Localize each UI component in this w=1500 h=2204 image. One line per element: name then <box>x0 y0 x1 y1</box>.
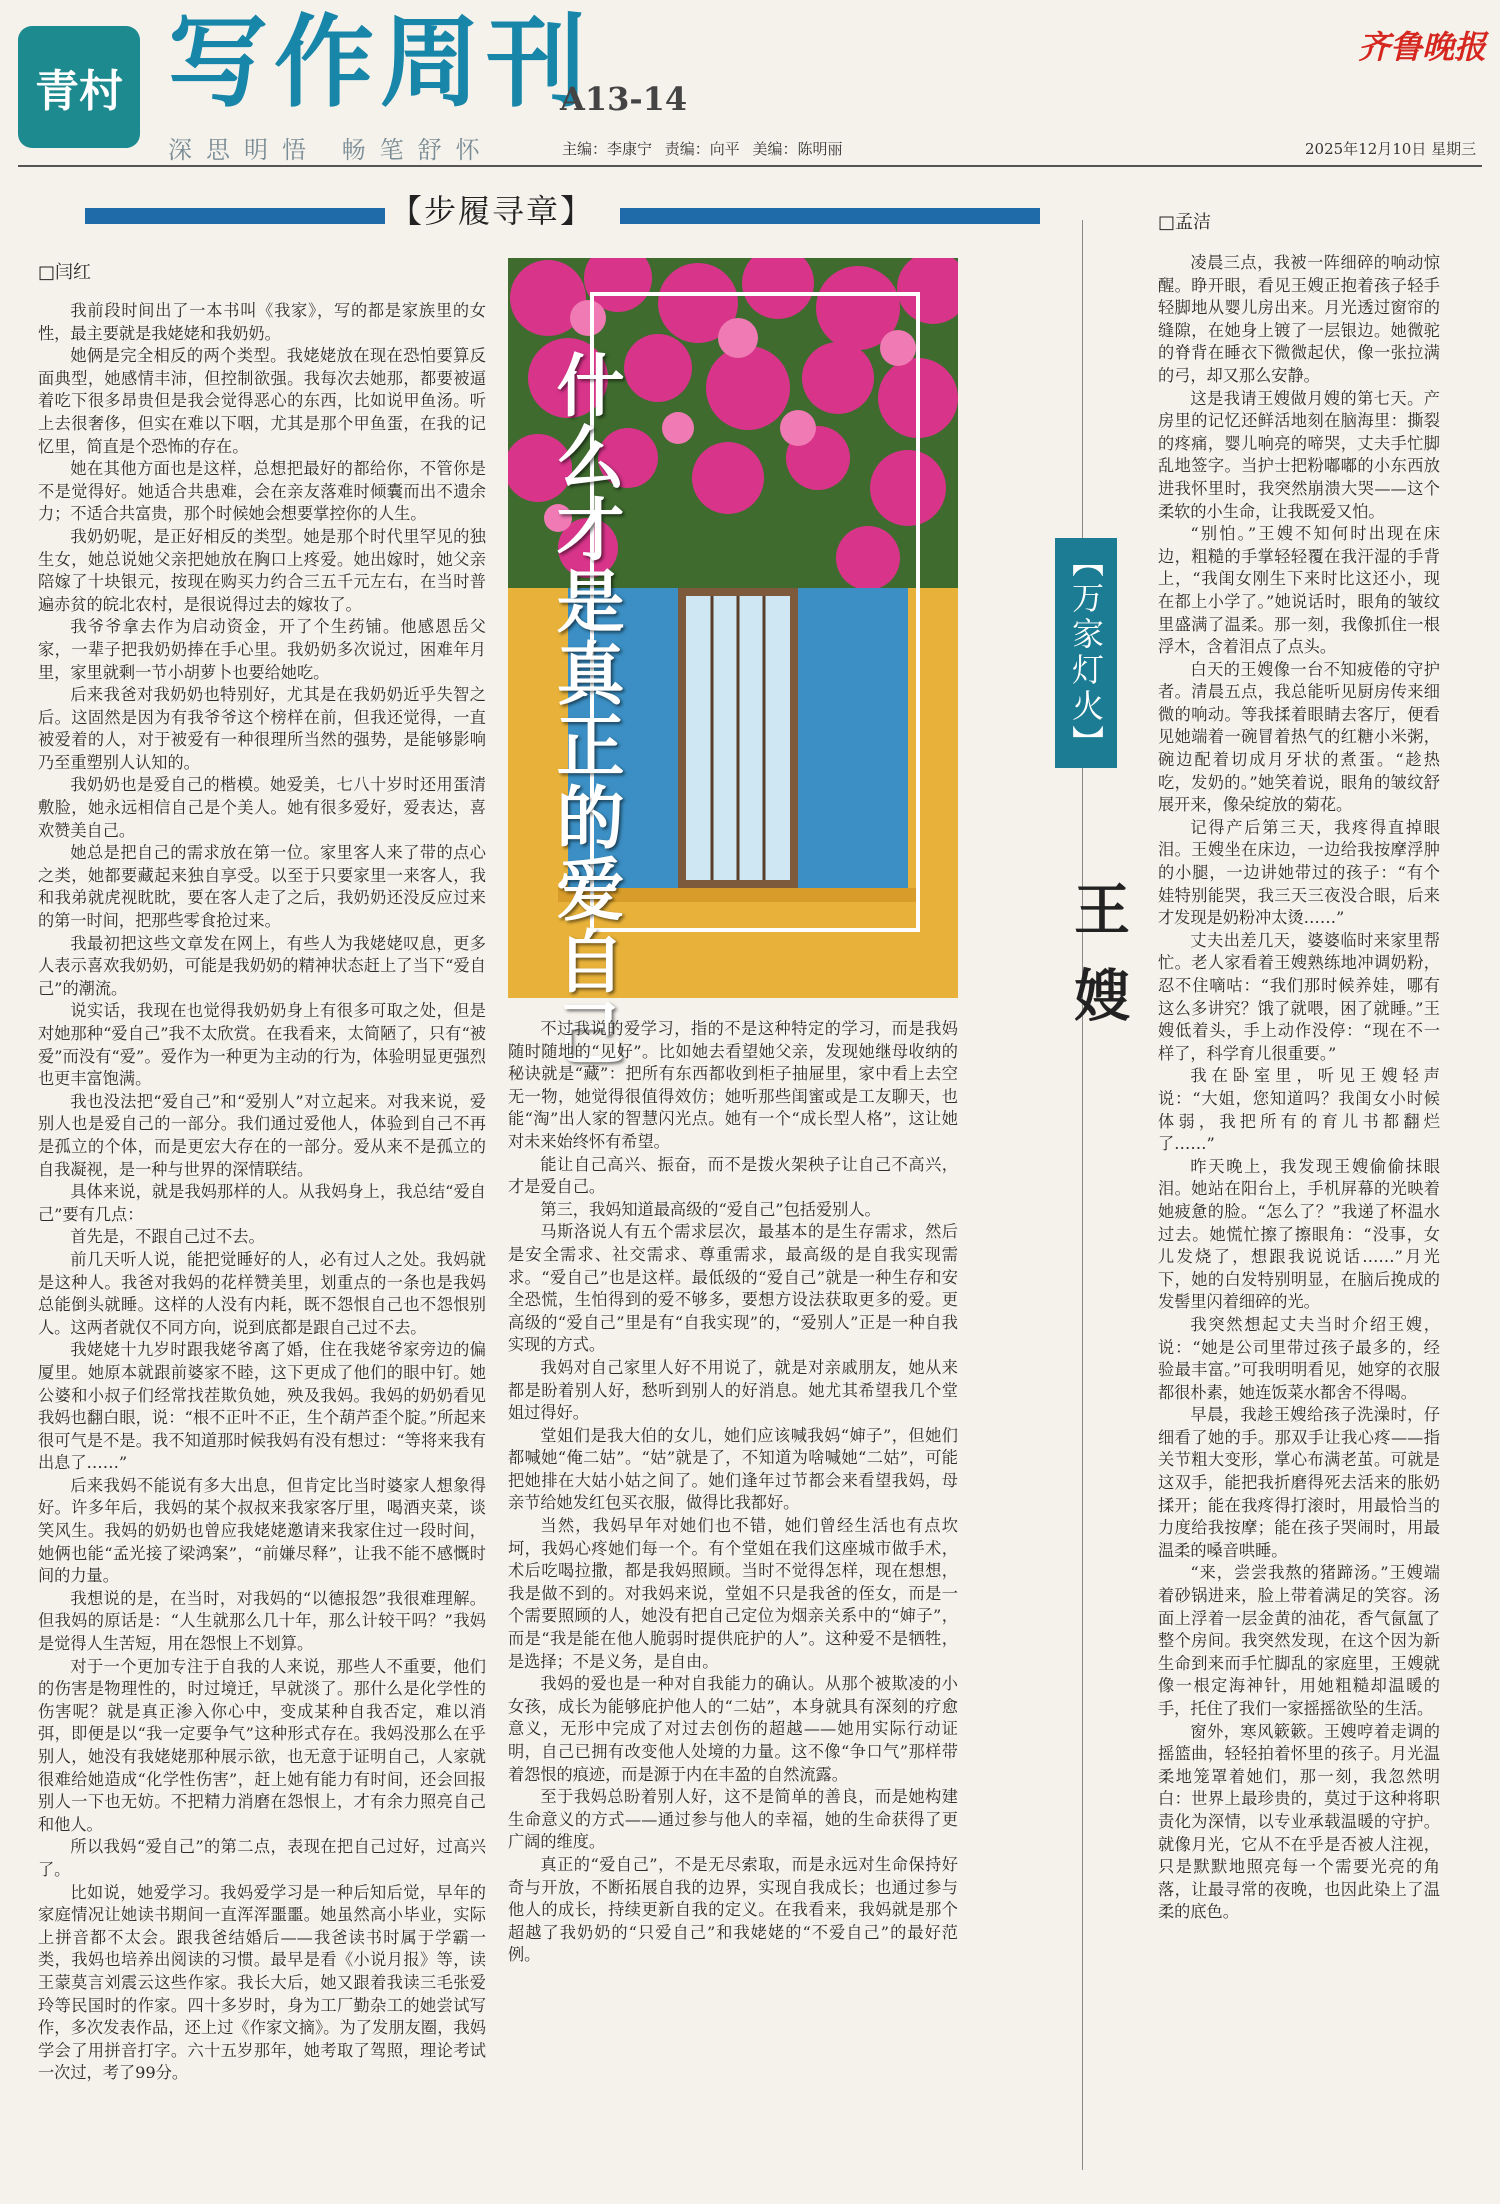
article-column-right <box>1158 252 1440 2172</box>
paragraph: 我爷爷拿去作为启动资金，开了个生药铺。他感恩岳父家，一辈子把我奶奶捧在手心里。我奶奶多次说过，困难年月里，家里就剩一节小胡萝卜也要给她吃。 <box>38 617 486 682</box>
photo-frame <box>590 292 920 932</box>
paragraph: 我奶奶也是爱自己的楷模。她爱美，七八十岁时还用蛋清敷脸，她永远相信自己是个美人。她有很多爱好，爱表达，喜欢赞美自己。 <box>38 775 486 840</box>
paragraph: 昨天晚上，我发现王嫂偷偷抹眼泪。她站在阳台上，手机屏幕的光映着她疲惫的脸。“怎么了？”我递了杯温水过去。她慌忙擦了擦眼角：“没事，女儿发烧了，想跟我说说话……”月光下，她的白发特别明显，在脑后挽成的发髻里闪着细碎的光。 <box>1158 1156 1440 1312</box>
paragraph: 对于一个更加专注于自我的人来说，那些人不重要，他们的伤害是物理性的，时过境迁，早就淡了。那什么是化学性的伤害呢？就是真正渗入你心中，变成某种自我否定，难以消弭，即便是以“我一定要争气”这种形式存在。我妈没那么在乎别人，她没有我姥姥那种展示欲，也无意于证明自己，人家就很难给她造成“化学性伤害”，赶上她有能力有时间，还会回报别人一下也无妨。不把精力消磨在怨恨上，才有余力照亮自己和他人。 <box>38 1656 486 1834</box>
author-byline: □闫红 <box>38 262 92 283</box>
paragraph: 这是我请王嫂做月嫂的第七天。产房里的记忆还鲜活地刻在脑海里：撕裂的疼痛，婴儿响亮的啼哭，丈夫手忙脚乱地签字。当护士把粉嘟嘟的小东西放进我怀里时，我突然崩溃大哭——这个柔软的小生命，让我既爱又怕。 <box>1158 388 1440 521</box>
paragraph: 具体来说，就是我妈那样的人。从我妈身上，我总结“爱自己”要有几点： <box>38 1182 486 1224</box>
paragraph: 白天的王嫂像一台不知疲倦的守护者。清晨五点，我总能听见厨房传来细微的响动。等我揉着眼睛去客厅，便看见她端着一碗冒着热气的红糖小米粥，碗边配着切成月牙状的煮蛋。“趁热吃，发奶的。”她笑着说，眼角的皱纹舒展开来，像朵绽放的菊花。 <box>1158 659 1440 815</box>
masthead-rule <box>18 165 1482 167</box>
article-column-middle <box>508 1018 958 2172</box>
paragraph: 堂姐们是我大伯的女儿，她们应该喊我妈“婶子”，但她们都喊她“俺二姑”。“姑”就是了，不知道为啥喊她“二姑”，可能把她排在大姑小姑之间了。她们逢年过节都会来看望我妈，母亲节给她发红包买衣服，做得比我都好。 <box>508 1425 958 1513</box>
paragraph: 我最初把这些文章发在网上，有些人为我姥姥叹息，更多人表示喜欢我奶奶，可能是我奶奶的精神状态赶上了当下“爱自己”的潮流。 <box>38 933 486 998</box>
logo <box>18 26 140 148</box>
paragraph: 她俩是完全相反的两个类型。我姥姥放在现在恐怕要算反面典型，她感情丰沛，但控制欲强。我每次去她那，都要被逼着吃下很多昂贵但是我会觉得恶心的东西，比如说甲鱼汤。听上去很奢侈，但实在难以下咽，尤其是那个甲鱼蛋，在我的记忆里，简直是个恐怖的存在。 <box>38 346 486 456</box>
page-code: A13-14 <box>560 80 688 118</box>
section-bar-right <box>620 208 1040 224</box>
paragraph: 窗外，寒风簌簌。王嫂哼着走调的摇篮曲，轻轻拍着怀里的孩子。月光温柔地笼罩着她们，那一刻，我忽然明白：世界上最珍贵的，莫过于这种将职责化为深情，以专业承载温暖的守护。就像月光，它从不在乎是否被人注视，只是默默地照亮每一个需要光亮的角落，让最寻常的夜晚，也因此染上了温柔的底色。 <box>1158 1721 1440 1922</box>
paragraph: 记得产后第三天，我疼得直掉眼泪。王嫂坐在床边，一边给我按摩浮肿的小腿，一边讲她带过的孩子：“有个娃特别能哭，我三天三夜没合眼，后来才发现是奶粉冲太烫……” <box>1158 817 1440 928</box>
paragraph: 真正的“爱自己”，不是无尽索取，而是永远对生命保持好奇与开放，不断拓展自我的边界，实现自我成长；也通过参与他人的成长，持续更新自我的定义。在我看来，我妈就是那个超越了我奶奶的“只爱自己”和我姥姥的“不爱自己”的最好范例。 <box>508 1854 958 1965</box>
paragraph: “来，尝尝我熬的猪蹄汤。”王嫂端着砂锅进来，脸上带着满足的笑容。汤面上浮着一层金黄的油花，香气氤氲了整个房间。我突然发现，在这个因为新生命到来而手忙脚乱的家庭里，王嫂就像一根定海神针，用她粗糙却温暖的手，托住了我们一家摇摇欲坠的生活。 <box>1158 1563 1440 1718</box>
paragraph: 后来我妈不能说有多大出息，但肯定比当时婆家人想象得好。许多年后，我妈的某个叔叔来我家客厅里，喝酒夹菜，谈笑风生。我妈的奶奶也曾应我姥姥邀请来我家住过一段时间，她俩也能“孟光接了梁鸿案”，“前嫌尽释”，让我不能不感慨时间的力量。 <box>38 1475 486 1586</box>
paragraph: 她在其他方面也是这样，总想把最好的都给你，不管你是不是觉得好。她适合共患难，会在亲友落难时倾囊而出不遗余力；不适合共富贵，那个时候她会想要掌控你的人生。 <box>38 459 486 524</box>
paragraph: 我前段时间出了一本书叫《我家》，写的都是家族里的女性，最主要就是我姥姥和我奶奶。 <box>38 301 486 343</box>
newspaper-logo: 齐鲁晚报 <box>1358 28 1487 66</box>
logo-text: 青村 <box>35 66 123 117</box>
paragraph: 不过我说的爱学习，指的不是这种特定的学习，而是我妈随时随地的“见好”。比如她去看望她父亲，发现她继母收纳的秘诀就是“藏”：把所有东西都收到柜子抽屉里，家中看上去空无一物，她觉得很值得效仿；她听那些闺蜜或是工友聊天，也能“淘”出人家的智慧闪光点。她有一个“成长型人格”，这让她对未来始终怀有希望。 <box>508 1019 958 1151</box>
editor-credits: 主编：李康宁 责编：向平 美编：陈明丽 <box>562 140 843 158</box>
paragraph: 所以我妈“爱自己”的第二点，表现在把自己过好，过高兴了。 <box>38 1837 486 1879</box>
motto: 深思明悟 畅笔舒怀 <box>168 136 494 164</box>
paragraph: 第三，我妈知道最高级的“爱自己”包括爱别人。 <box>540 1199 881 1219</box>
paragraph: 比如说，她爱学习。我妈爱学习是一种后知后觉，早年的家庭情况让她读书期间一直浑浑噩噩。她虽然高小毕业，实际上拼音都不太会。跟我爸结婚后——我爸读书时属于学霸一类，我妈也培养出阅读的习惯。最早是看《小说月报》等，读王蒙莫言刘震云这些作家。我长大后，她又跟着我读三毛张爱玲等民国时的作家。四十多岁时，身为工厂勤杂工的她尝试写作，多次发表作品，还上过《作家文摘》。为了发朋友圈，我妈学会了用拼音打字。六十五岁那年，她考取了驾照，理论考试一次过，考了99分。 <box>38 1882 486 2083</box>
section-bar-left <box>85 208 385 224</box>
publication-title: 写作周刊 <box>168 3 592 121</box>
column-tag: 【万家灯火】 <box>1055 538 1117 768</box>
paragraph: “别怕。”王嫂不知何时出现在床边，粗糙的手掌轻轻覆在我汗湿的手背上，“我闺女刚生下来时比这还小，现在都上小学了。”她说话时，眼角的皱纹里盛满了温柔。那一刻，我像抓住一根浮木，含着泪点了点头。 <box>1158 524 1440 657</box>
paragraph: 早晨，我趁王嫂给孩子洗澡时，仔细看了她的手。那双手让我心疼——指关节粗大变形，掌心布满老茧。可就是这双手，能把我折磨得死去活来的胀奶揉开；能在我疼得打滚时，用最恰当的力度给我按摩；能在孩子哭闹时，用最温柔的嗓音哄睡。 <box>1158 1405 1440 1560</box>
paragraph: 前几天听人说，能把觉睡好的人，必有过人之处。我妈就是这种人。我爸对我妈的花样赞美里，划重点的一条也是我妈总能倒头就睡。这样的人没有内耗，既不怨恨自己也不怨恨别人。这两者就仅不同方向，说到底都是跟自己过不去。 <box>38 1249 486 1337</box>
section-label: 【步履寻章】 <box>390 192 595 230</box>
paragraph: 我妈的爱也是一种对自我能力的确认。从那个被欺凌的小女孩，成长为能够庇护他人的“二姑”，本身就具有深刻的疗愈意义，无形中完成了对过去创伤的超越——她用实际行动证明，自己已拥有改变他人处境的力量。这不像“争口气”那样带着怨恨的痕迹，而是源于内在丰盈的自然流露。 <box>508 1674 958 1784</box>
paragraph: 我也没法把“爱自己”和“爱别人”对立起来。对我来说，爱别人也是爱自己的一部分。我们通过爱他人，体验到自己不再是孤立的个体，而是更宏大存在的一部分。爱从来不是孤立的自我凝视，是一种与世界的深情联结。 <box>38 1091 486 1179</box>
issue-date: 2025年12月10日 星期三 <box>1305 140 1477 158</box>
story-title: 王嫂 <box>1065 880 1131 1052</box>
paragraph: 至于我妈总盼着别人好，这不是简单的善良，而是她构建生命意义的方式——通过参与他人的幸福，她的生命获得了更广阔的维度。 <box>508 1787 958 1852</box>
author-byline-right: □孟洁 <box>1158 212 1212 233</box>
paragraph: 凌晨三点，我被一阵细碎的响动惊醒。睁开眼，看见王嫂正抱着孩子轻手轻脚地从婴儿房出来。月光透过窗帘的缝隙，在她身上镀了一层银边。她微驼的脊背在睡衣下微微起伏，像一张拉满的弓，却又那么安静。 <box>1158 253 1440 385</box>
paragraph: 我突然想起丈夫当时介绍王嫂，说：“她是公司里带过孩子最多的，经验最丰富。”可我明明看见，她穿的衣服都很朴素，她连饭菜水都舍不得喝。 <box>1158 1314 1440 1402</box>
paragraph: 她总是把自己的需求放在第一位。家里客人来了带的点心之类，她都要藏起来独自享受。以至于只要家里一来客人，我和我弟就虎视眈眈，要在客人走了之后，我奶奶还没反应过来的第一时间，把那些零食抢过来。 <box>38 843 486 931</box>
paragraph: 丈夫出差几天，婆婆临时来家里帮忙。老人家看着王嫂熟练地冲调奶粉，忍不住嘀咕：“我们那时候养娃，哪有这么多讲究？饿了就喂，困了就睡。”王嫂低着头，手上动作没停：“现在不一样了，科学育儿很重要。” <box>1158 930 1440 1063</box>
article-column-left <box>38 300 486 2172</box>
paragraph: 说实话，我现在也觉得我奶奶身上有很多可取之处，但是对她那种“爱自己”我不太欣赏。在我看来，太简陋了，只有“被爱”而没有“爱”。爱作为一种更为主动的行为，体验明显更强烈也更丰富饱满。 <box>38 1001 486 1089</box>
column-divider <box>1082 220 1083 2170</box>
paragraph: 我奶奶呢，是正好相反的类型。她是那个时代里罕见的独生女，她总说她父亲把她放在胸口上疼爱。她出嫁时，她父亲陪嫁了十块银元，按现在购买力约合三五千元左右，在当时普遍赤贫的皖北农村，是很说得过去的嫁妆了。 <box>38 526 486 614</box>
paragraph: 我在卧室里，听见王嫂轻声说：“大姐，您知道吗？我闺女小时候体弱，我把所有的育儿书都翻烂了……” <box>1158 1066 1440 1154</box>
paragraph: 我妈对自己家里人好不用说了，就是对亲戚朋友，她从来都是盼着别人好，愁听到别人的好消息。她尤其希望我几个堂姐过得好。 <box>508 1357 958 1423</box>
paragraph: 首先是，不跟自己过不去。 <box>70 1227 265 1247</box>
paragraph: 我姥姥十九岁时跟我姥爷离了婚，住在我姥爷家旁边的偏厦里。她原本就跟前婆家不睦，这下更成了他们的眼中钉。她公婆和小叔子们经常找茬欺负她，殃及我妈。我妈的奶奶看见我妈也翻白眼，说：“根不正叶不正，生个葫芦歪个腚。”所起来很可气是不是。我不知道那时候我妈有没有想过：“等将来我有出息了……” <box>38 1340 486 1473</box>
headline: 什么才是真正的爱自己 <box>545 350 625 1070</box>
paragraph: 当然，我妈早年对她们也不错，她们曾经生活也有点坎坷，我妈心疼她们每一个。有个堂姐在我们这座城市做手术，术后吃喝拉撒，都是我妈照顾。当时不觉得怎样，现在想想，我是做不到的。对我妈来说，堂姐不只是我爸的侄女，而是一个需要照顾的人，她没有把自己定位为烟亲关系中的“婶子”，而是“我是能在他人脆弱时提供庇护的人”。这种爱不是牺牲，是选择；不是义务，是自由。 <box>508 1516 958 1671</box>
paragraph: 能让自己高兴、振奋，而不是拨火架秧子让自己不高兴，才是爱自己。 <box>508 1154 958 1197</box>
paragraph: 我想说的是，在当时，对我妈的“以德报怨”我很难理解。但我妈的原话是：“人生就那么几十年，那么计较干吗？”我妈是觉得人生苦短，用在怨恨上不划算。 <box>38 1588 486 1654</box>
paragraph: 后来我爸对我奶奶也特别好，尤其是在我奶奶近乎失智之后。这固然是因为有我爷爷这个榜样在前，但我还觉得，一直被爱着的人，对于被爱有一种很理所当然的强势，是能够影响乃至重塑别人认知的。 <box>38 685 486 772</box>
paragraph: 马斯洛说人有五个需求层次，最基本的是生存需求，然后是安全需求、社交需求、尊重需求，最高级的是自我实现需求。“爱自己”也是这样。最低级的“爱自己”就是一种生存和安全恐慌，生怕得到的爱不够多，要想方设法获取更多的爱。更高级的“爱自己”里是有“自我实现”的，“爱别人”正是一种自我实现的方式。 <box>508 1222 958 1355</box>
